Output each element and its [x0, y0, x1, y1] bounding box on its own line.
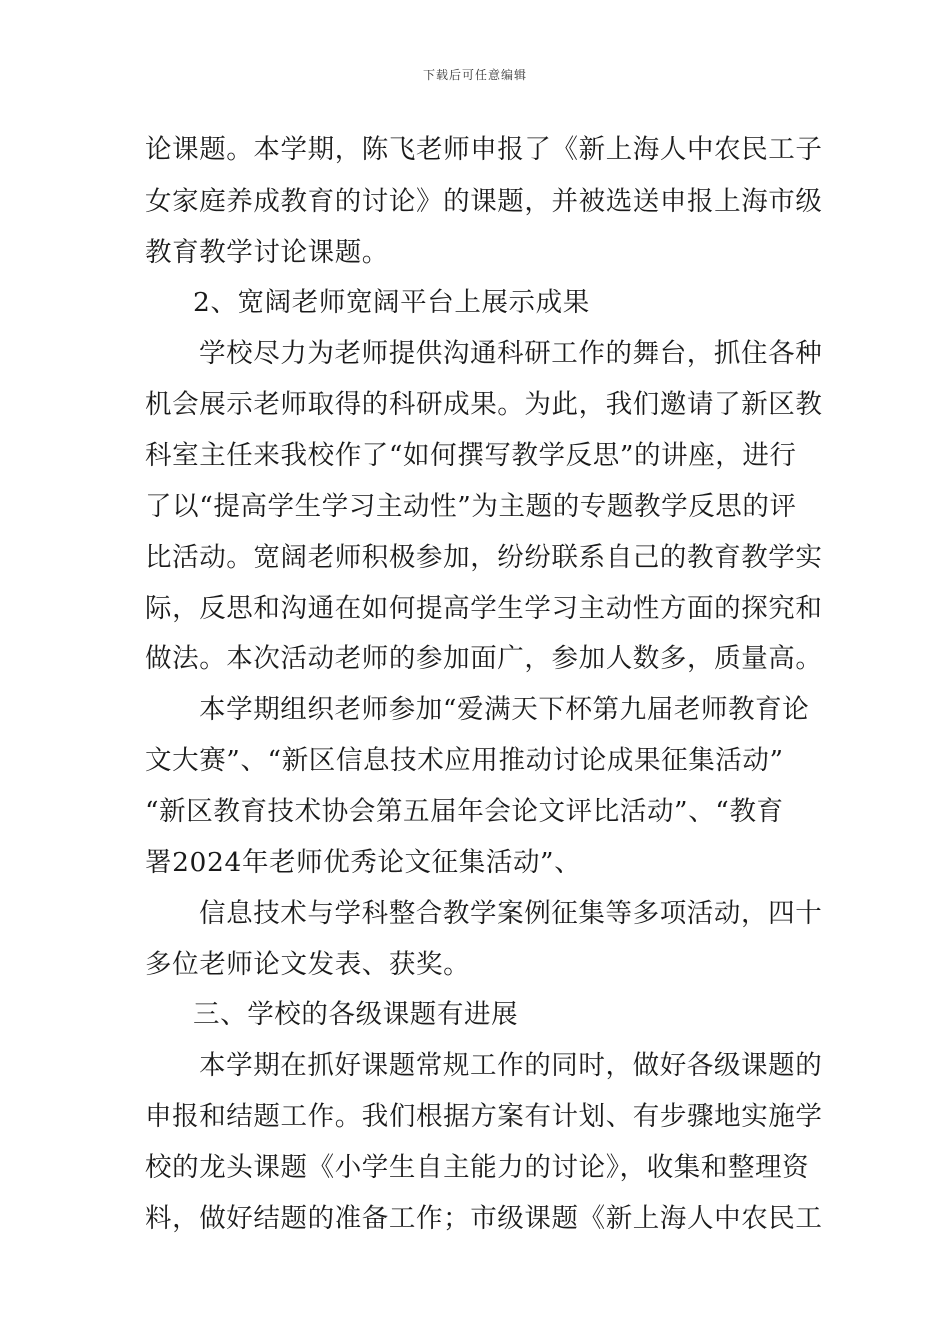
text-line: 署2024年老师优秀论文征集活动”、 [145, 847, 582, 878]
text-line: 机会展示老师取得的科研成果。为此，我们邀请了新区教 [145, 389, 823, 420]
text-line: 女家庭养成教育的讨论》的课题，并被选送申报上海市级 [145, 186, 823, 217]
text-line: 本学期组织老师参加“爱满天下杯第九届老师教育论 [199, 694, 810, 725]
text-line: 校的龙头课题《小学生自主能力的讨论》，收集和整理资 [145, 1152, 810, 1183]
text-line: 料，做好结题的准备工作；市级课题《新上海人中农民工 [145, 1203, 823, 1234]
text-line: “新区教育技术协会第五届年会论文评比活动”、“教育 [145, 796, 784, 827]
text-line: 学校尽力为老师提供沟通科研工作的舞台，抓住各种 [199, 338, 823, 369]
text-line: 信息技术与学科整合教学案例征集等多项活动，四十 [199, 898, 823, 929]
text-line: 论课题。本学期，陈飞老师申报了《新上海人中农民工子 [145, 134, 823, 165]
text-line: 本学期在抓好课题常规工作的同时，做好各级课题的 [199, 1050, 823, 1081]
section-heading: 三、学校的各级课题有进展 [193, 999, 519, 1030]
text-line: 文大赛”、“新区信息技术应用推动讨论成果征集活动” [145, 745, 784, 776]
section-heading: 2、宽阔老师宽阔平台上展示成果 [193, 287, 590, 318]
text-line: 申报和结题工作。我们根据方案有计划、有步骤地实施学 [145, 1101, 823, 1132]
text-line: 科室主任来我校作了“如何撰写教学反思”的讲座，进行 [145, 440, 797, 471]
text-line: 了以“提高学生学习主动性”为主题的专题教学反思的评 [145, 491, 797, 522]
text-line: 比活动。宽阔老师积极参加，纷纷联系自己的教育教学实 [145, 542, 823, 573]
text-line: 际，反思和沟通在如何提高学生学习主动性方面的探究和 [145, 593, 823, 624]
page-header: 下载后可任意编辑 [422, 68, 527, 82]
text-line: 做法。本次活动老师的参加面广，参加人数多，质量高。 [145, 643, 823, 674]
text-line: 多位老师论文发表、获奖。 [145, 949, 471, 980]
text-line: 教育教学讨论课题。 [145, 237, 389, 268]
